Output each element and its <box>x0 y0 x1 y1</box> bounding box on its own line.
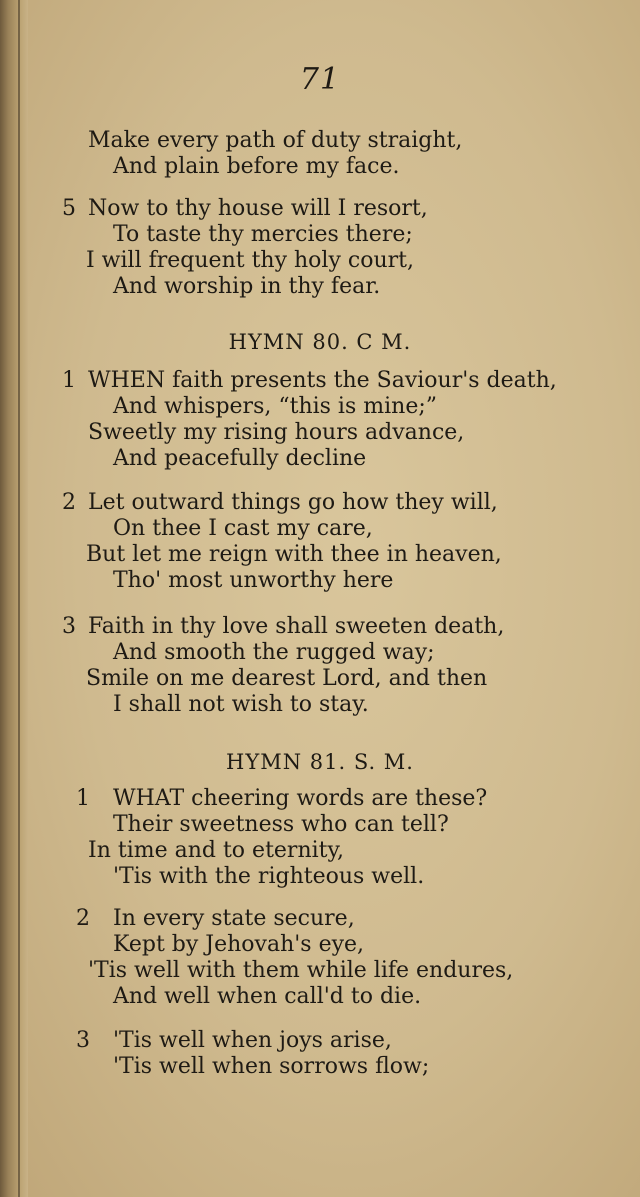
verse-number: 3 <box>62 614 76 639</box>
verse-line: Make every path of duty straight, <box>88 128 463 153</box>
verse-line: And smooth the rugged way; <box>113 640 435 665</box>
verse-line: On thee I cast my care, <box>113 516 373 541</box>
verse-line: To taste thy mercies there; <box>113 222 413 247</box>
verse-line: WHEN faith presents the Saviour's death, <box>88 368 557 393</box>
verse-line: 'Tis well when sorrows flow; <box>113 1054 430 1079</box>
verse-line: Faith in thy love shall sweeten death, <box>88 614 505 639</box>
verse-number: 1 <box>76 786 90 811</box>
verse-number: 1 <box>62 368 76 393</box>
gutter-shadow-line <box>18 0 20 1197</box>
verse-line: Now to thy house will I resort, <box>88 196 428 221</box>
verse-line: And worship in thy fear. <box>113 274 381 299</box>
verse-line: And peacefully decline <box>113 446 367 471</box>
verse-line: 'Tis well with them while life endures, <box>88 958 514 983</box>
verse-line: And well when call'd to die. <box>113 984 422 1009</box>
verse-line: And plain before my face. <box>113 154 400 179</box>
verse-line: Smile on me dearest Lord, and then <box>86 666 488 691</box>
verse-number: 2 <box>62 490 76 515</box>
hymn-heading: HYMN 80. C M. <box>228 330 412 354</box>
verse-line: WHAT cheering words are these? <box>113 786 488 811</box>
verse-line: Sweetly my rising hours advance, <box>88 420 465 445</box>
book-gutter <box>0 0 28 1197</box>
verse-line: Kept by Jehovah's eye, <box>113 932 365 957</box>
verse-number: 5 <box>62 196 76 221</box>
verse-number: 2 <box>76 906 90 931</box>
hymn-heading: HYMN 81. S. M. <box>226 750 414 774</box>
verse-line: 'Tis with the righteous well. <box>113 864 425 889</box>
verse-line: But let me reign with thee in heaven, <box>86 542 502 567</box>
verse-line: Tho' most unworthy here <box>113 568 394 593</box>
verse-line: In every state secure, <box>113 906 355 931</box>
verse-number: 3 <box>76 1028 90 1053</box>
verse-line: In time and to eternity, <box>88 838 344 863</box>
verse-line: I will frequent thy holy court, <box>86 248 414 273</box>
verse-line: Their sweetness who can tell? <box>113 812 449 837</box>
verse-line: 'Tis well when joys arise, <box>113 1028 392 1053</box>
page-number: 71 <box>299 62 341 97</box>
verse-line: And whispers, “this is mine;” <box>113 394 437 419</box>
verse-line: Let outward things go how they will, <box>88 490 498 515</box>
verse-line: I shall not wish to stay. <box>113 692 369 717</box>
